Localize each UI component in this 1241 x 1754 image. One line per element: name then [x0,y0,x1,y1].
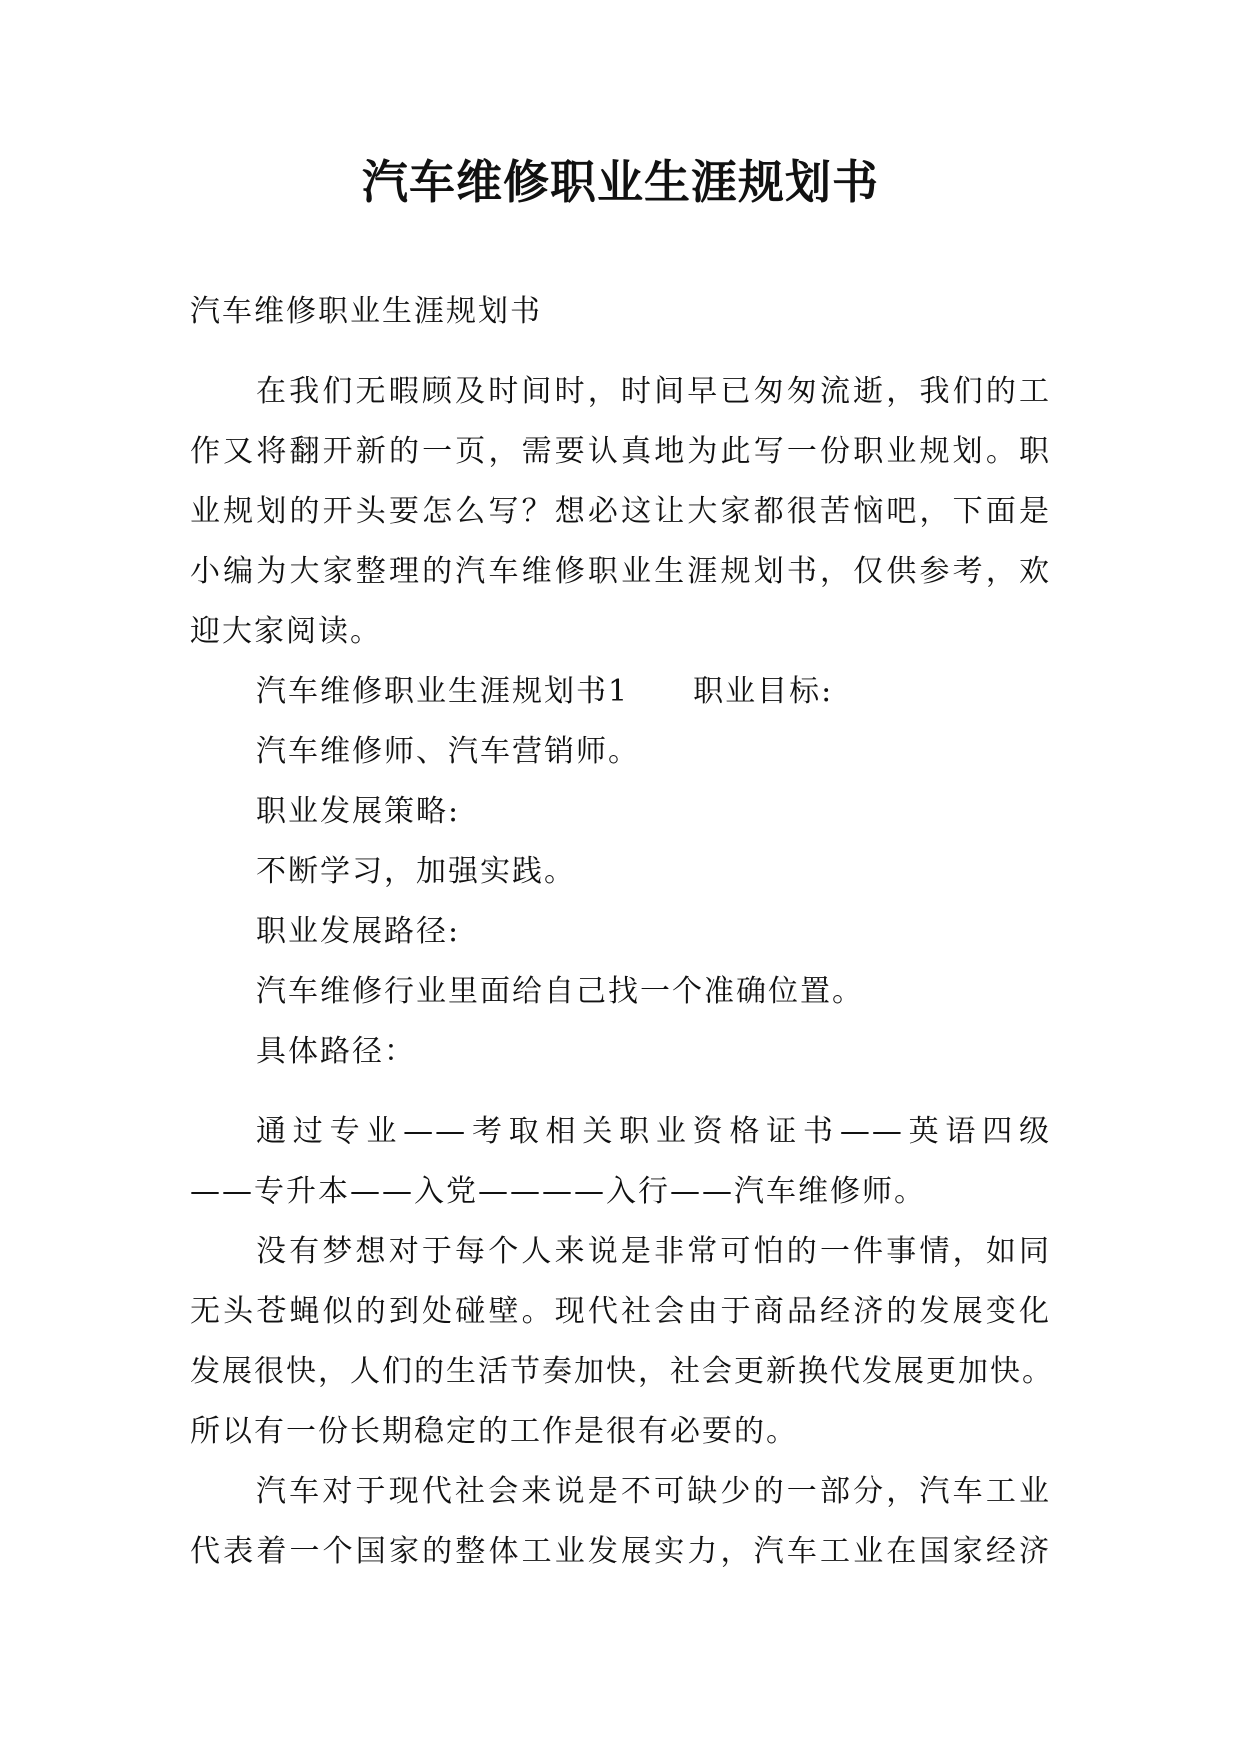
paragraph-line: 迎大家阅读。 [190,614,382,649]
paragraph-line: 代表着一个国家的整体工业发展实力，汽车工业在国家经济 [190,1534,1051,1569]
paragraph-line: 汽车对于现代社会来说是不可缺少的一部分，汽车工业 [256,1474,1051,1509]
paragraph-line: 具体路径： [256,1034,416,1069]
paragraph-line: 发展很快，人们的生活节奏加快，社会更新换代发展更加快。 [190,1354,1054,1389]
paragraph-line: 职业发展路径: [256,914,461,949]
document-subtitle: 汽车维修职业生涯规划书 [190,294,542,329]
document-title: 汽车维修职业生涯规划书 [362,155,879,209]
paragraph-line: 在我们无暇顾及时间时，时间早已匆匆流逝，我们的工 [256,374,1051,409]
paragraph-line: ——专升本——入党————入行——汽车维修师。 [190,1174,926,1209]
paragraph-line: 业规划的开头要怎么写？想必这让大家都很苦恼吧，下面是 [190,494,1051,529]
paragraph-line: 通过专业——考取相关职业资格证书——英语四级 [256,1114,1051,1149]
paragraph-line: 作又将翻开新的一页，需要认真地为此写一份职业规划。职 [190,434,1051,469]
paragraph-line: 不断学习，加强实践。 [256,854,576,889]
paragraph-line: 无头苍蝇似的到处碰壁。现代社会由于商品经济的发展变化 [190,1294,1051,1329]
paragraph-line: 没有梦想对于每个人来说是非常可怕的一件事情，如同 [256,1234,1051,1269]
paragraph-line: 职业发展策略: [256,794,461,829]
paragraph-line: 小编为大家整理的汽车维修职业生涯规划书，仅供参考，欢 [190,554,1051,589]
paragraph-line: 汽车维修职业生涯规划书1 职业目标: [256,674,834,709]
paragraph-line: 汽车维修行业里面给自己找一个准确位置。 [256,974,864,1009]
paragraph-line: 所以有一份长期稳定的工作是很有必要的。 [190,1414,798,1449]
paragraph-line: 汽车维修师、汽车营销师。 [256,734,640,769]
